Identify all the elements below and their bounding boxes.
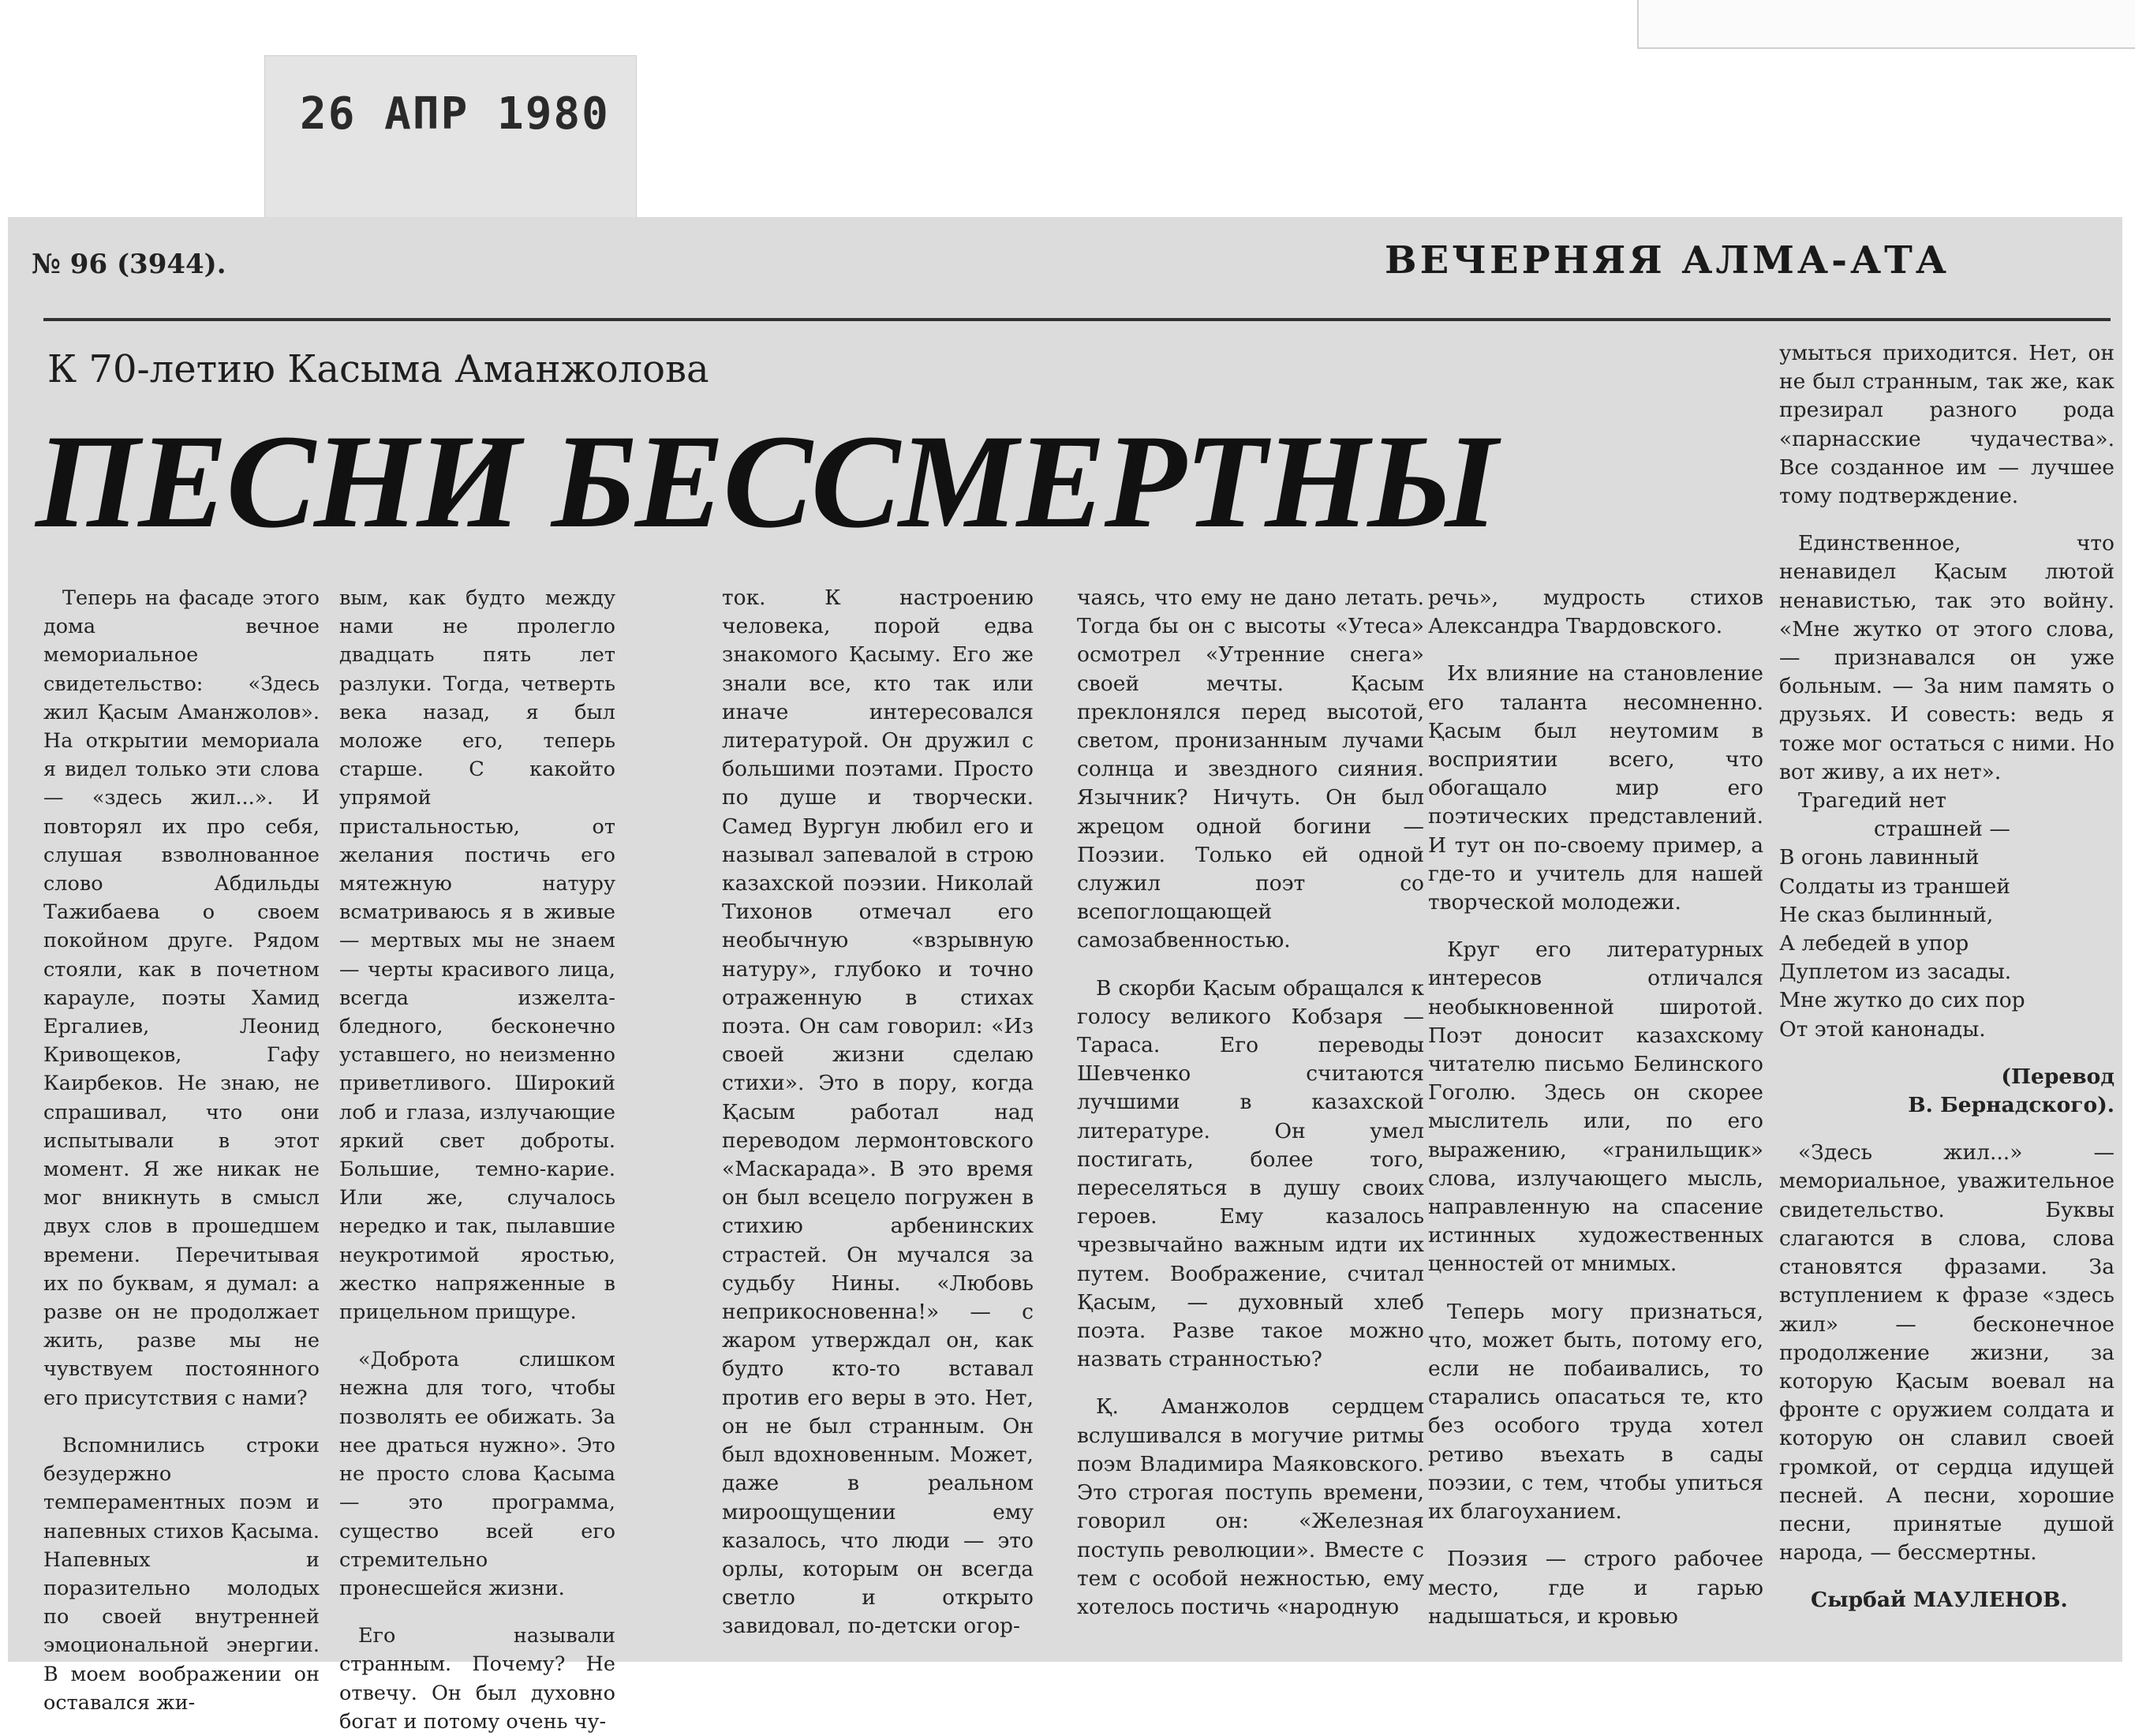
paragraph: Теперь на фасаде этого дома вечное мемориальное свидетельство: «Здесь жил Қасым Аманжолов». На открытии мемориала я видел только эти слова — «здесь жил...». И повторял их про себя, слушая взволнованное слово Абдильды Тажибаева о своем покойном друге. Рядом стояли, как в почетном карауле, поэты Хамид Ергалиев, Леонид Кривощеков, Гафу Каирбеков. Не знаю, не спрашивал, что они испытывали в этот момент. Я же никак не мог вникнуть в смысл двух слов в прошедшем времени. Перечитывая их по буквам, я думал: а разве он не продолжает жить, разве мы не чувствуем постоянного его присутствия с нами? — [43, 586, 320, 1410]
poem-line: От этой канонады. — [1779, 1016, 1986, 1042]
paragraph: вым, как будто между нами не пролегло двадцать пять лет разлуки. Тогда, четверть века назад, я был моложе его, теперь старше. С какойто упрямой пристальностью, от желания постичь его мятежную натуру всматриваюсь я в живые — мертвых мы не знаем — черты красивого лица, всегда изжелта-бледного, бесконечно уставшего, но неизменно приветливого. Широкий лоб и глаза, излучающие яркий свет доброты. Большие, темно-карие. Или же, случалось нередко и так, пылавшие неукротимой яростью, жестко напряженные в прицельном прищуре. — [339, 586, 615, 1325]
paragraph: «Здесь жил...» — мемориальное, уважительное свидетельство. Буквы слагаются в слова, слова становятся фразами. За вступлением к фразе «здесь жил» — бесконечное продолжение жизни, за которую Қасым воевал на фронте с оружием солдата и которую он славил своей громкой, от сердца идущей песней. А песни, хорошие песни, принятые душой народа, — бессмертны. — [1779, 1140, 2114, 1566]
translation-credit-line-1: (Перевод — [2001, 1064, 2114, 1089]
article-column-1 — [43, 584, 320, 1715]
paragraph: Единственное, что ненавидел Қасым лютой ненавистью, так это войну. «Мне жутко от этого слова, — признавался он уже больным. — За ним память о друзьях. И совесть: ведь я тоже мог остаться с ними. Но вот живу, а их нет». — [1779, 531, 2114, 784]
poem-line: Мне жутко до сих пор — [1779, 988, 2025, 1013]
poem-line: Трагедий нет — [1798, 788, 1947, 814]
paragraph: ток. К настроению человека, порой едва знакомого Қасыму. Его же знали все, кто так или иначе интересовался литературой. Он дружил с большими поэтами. Просто по душе и творчески. Самед Вургун любил его и называл запевалой в строю казахской поэзии. Николай Тихонов отмечал его необычную «взрывную натуру», глубоко и точно отраженную в стихах поэта. Он сам говорил: «Из своей жизни сделаю стихи». Это в пору, когда Қасым работал над переводом лермонтовского «Маскарада». В это время он был всецело погружен в стихию арбенинских страстей. Он мучался за судьбу Нины. «Любовь неприкосновенна!» — с жаром утверждал он, как будто кто-то вставал против его веры в это. Нет, он не был странным. Он был вдохновенным. Может, даже в реальном мироощущении ему казалось, что люди — это орлы, которым он всегда светло и открыто завидовал, по-детски огор- — [722, 586, 1034, 1639]
paragraph: В скорби Қасым обращался к голосу великого Кобзаря — Тараса. Его переводы Шевченко считаются лучшими в казахской литературе. Он умел постигать, более того, переселяться в душу своих героев. Ему казалось чрезвычайно важным идти их путем. Воображение, считал Қасым, — духовный хлеб поэта. Разве такое можно назвать странностью? — [1077, 975, 1424, 1372]
paragraph: речь», мудрость стихов Александра Твардовского. — [1428, 586, 1763, 639]
poem-line: Дуплетом из засады. — [1779, 960, 2012, 985]
paragraph: чаясь, что ему не дано летать. Тогда бы он с высоты «Утеса» осмотрел «Утренние снега» своей мечты. Қасым преклонялся перед высотой, светом, пронизанным лучами солнца и звездного сияния. Язычник? Ничуть. Он был жрецом одной богини — Поэзии. Только ей одной служил поэт со всепоглощающей самозабвенностью. — [1077, 586, 1424, 953]
poem-line: Солдаты из траншей — [1779, 874, 2010, 899]
paragraph: Круг его литературных интересов отличался необыкновенной широтой. Поэт доносит казахскому читателю письмо Белинского Гоголю. Здесь он скорее мыслитель или, по его выражению, «гранильщик» слова, излучающего мысль, направленную на спасение истинных художественных ценностей от мнимых. — [1428, 937, 1763, 1277]
paper-corner-slip — [1637, 0, 2135, 49]
paragraph: умыться приходится. Нет, он не был странным, так же, как презирал разного рода «парнасские чудачества». Все созданное им — лучшее тому подтверждение. — [1779, 341, 2114, 509]
paragraph: Теперь могу признаться, что, может быть, потому его, если не побаивались, то старались опасаться те, кто без особого труда хотел ретиво въехать в сады поэзии, с тем, чтобы упиться их благоуханием. — [1428, 1299, 1763, 1525]
date-stamp: 26 АПР 1980 — [300, 88, 610, 140]
poem-line: страшней — — [1874, 817, 2010, 842]
paragraph: Вспомнились строки безудержно темпераментных поэм и напевных стихов Қасыма. Напевных и поразительно молодых по своей внутренней эмоциональной энергии. В моем воображении он оставался жи- — [43, 1433, 320, 1715]
newspaper-masthead: ВЕЧЕРНЯЯ АЛМА-АТА — [1385, 238, 1950, 282]
article-column-6 — [1779, 339, 2114, 1662]
article-column-5 — [1428, 584, 1763, 1662]
paragraph: «Доброта слишком нежна для того, чтобы позволять ее обижать. За нее драться нужно». Это не просто слова Қасыма — это программа, существо всей его стремительно пронесшейся жизни. — [339, 1348, 615, 1600]
article-kicker: К 70-летию Касыма Аманжолова — [47, 347, 709, 391]
poem-line: Не сказ былинный, — [1779, 902, 1994, 927]
author-signature: Сырбай МАУЛЕНОВ. — [1811, 1588, 2068, 1613]
translation-credit-line-2: В. Бернадского). — [1908, 1093, 2114, 1118]
poem-line: А лебедей в упор — [1779, 931, 1969, 956]
translation-credit — [1779, 1063, 2114, 1120]
paragraph: Поэзия — строго рабочее место, где и гарью надышаться, и кровью — [1428, 1547, 1763, 1629]
issue-number: № 96 (3944). — [32, 249, 226, 280]
article-column-4 — [1077, 584, 1424, 1662]
poem-line: В огонь лавинный — [1779, 845, 1980, 870]
paragraph: Их влияние на становление его таланта несомненно. Қасым был неутомим в восприятии всего, что обогащало мир его поэтических представлений. И тут он по-своему пример, а где-то и учитель для нашей творческой молодежи. — [1428, 661, 1763, 915]
header-rule — [43, 318, 2111, 321]
poem-quote — [1779, 787, 2114, 1044]
paragraph: Его называли странным. Почему? Не отвечу. Он был духовно богат и потому очень чу- — [339, 1624, 615, 1734]
article-headline: ПЕСНИ БЕССМЕРТНЫ — [36, 407, 1497, 556]
paragraph: Қ. Аманжолов сердцем вслушивался в могучие ритмы поэм Владимира Маяковского. Это строгая поступь времени, говорил он: «Железная поступь революции». Вместе с тем с особой нежностью, ему хотелось постичь «народную — [1077, 1394, 1424, 1619]
article-column-2 — [339, 584, 615, 1734]
article-column-3 — [722, 584, 1034, 1662]
